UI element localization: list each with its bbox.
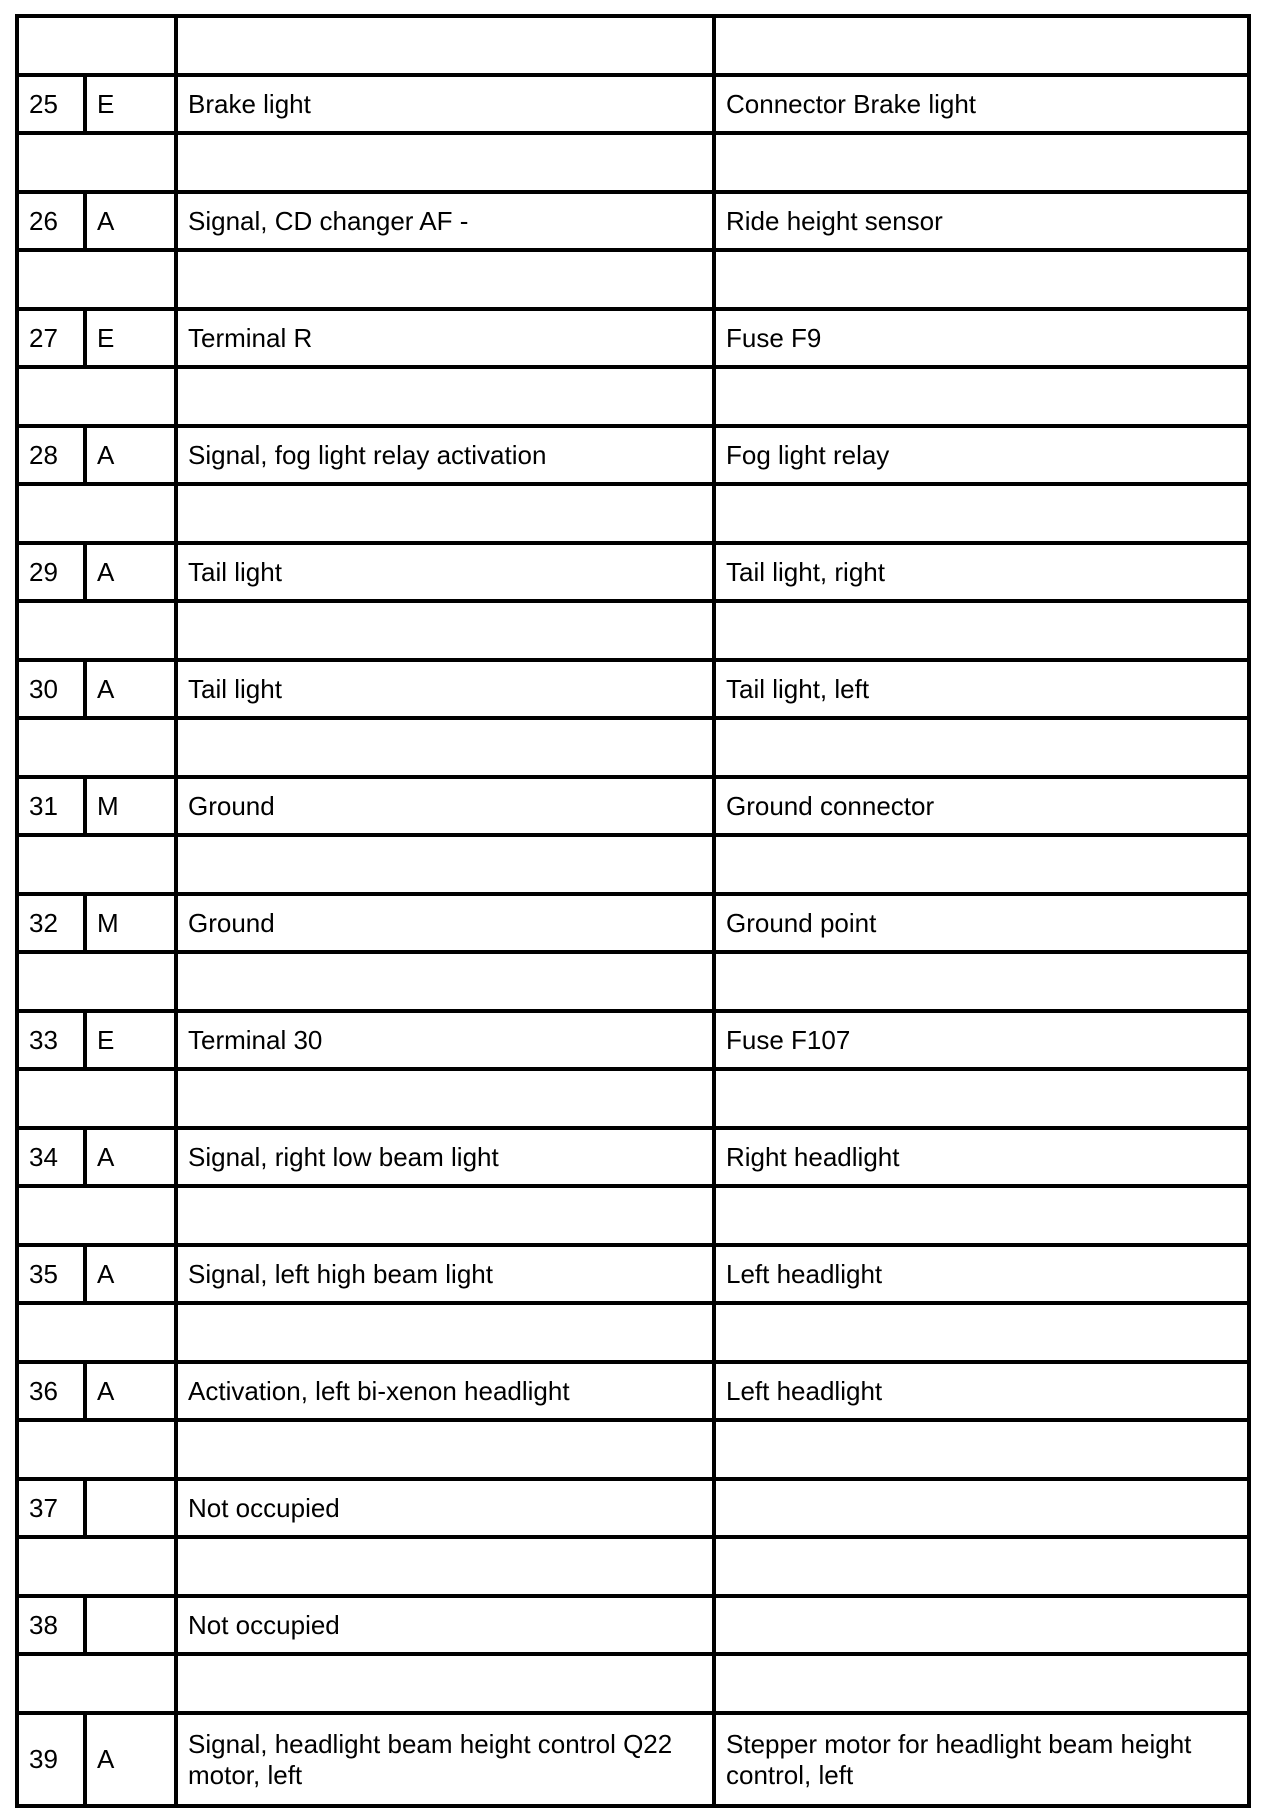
empty-cell [176, 133, 714, 192]
spacer-row [17, 1303, 1249, 1362]
spacer-row [17, 1654, 1249, 1713]
description-cell: Not occupied [176, 1479, 714, 1537]
empty-cell [176, 718, 714, 777]
pin-number-cell: 30 [17, 660, 85, 718]
empty-cell [17, 952, 176, 1011]
table-row [17, 1011, 1249, 1069]
connection-cell: Fuse F9 [714, 309, 1249, 367]
connection-cell: Right headlight [714, 1128, 1249, 1186]
empty-cell [714, 1186, 1249, 1245]
empty-cell [176, 16, 714, 75]
description-cell: Terminal 30 [176, 1011, 714, 1069]
pin-number-cell: 38 [17, 1596, 85, 1654]
spacer-row [17, 484, 1249, 543]
empty-cell [176, 1537, 714, 1596]
table-row [17, 1713, 1249, 1806]
empty-cell [714, 250, 1249, 309]
empty-cell [176, 601, 714, 660]
empty-cell [714, 1420, 1249, 1479]
empty-cell [714, 484, 1249, 543]
pin-number-cell: 32 [17, 894, 85, 952]
signal-type-cell: E [85, 75, 176, 133]
pin-number-cell: 26 [17, 192, 85, 250]
connection-cell: Left headlight [714, 1245, 1249, 1303]
empty-cell [17, 16, 176, 75]
spacer-row [17, 718, 1249, 777]
table-row [17, 1128, 1249, 1186]
spacer-row [17, 1069, 1249, 1128]
description-cell: Signal, right low beam light [176, 1128, 714, 1186]
empty-cell [17, 1654, 176, 1713]
table-row [17, 777, 1249, 835]
empty-cell [176, 1420, 714, 1479]
pin-number-cell: 37 [17, 1479, 85, 1537]
pin-number-cell: 28 [17, 426, 85, 484]
spacer-row [17, 601, 1249, 660]
pin-number-cell: 25 [17, 75, 85, 133]
pin-number-cell: 34 [17, 1128, 85, 1186]
pin-assignment-table [15, 14, 1251, 1808]
empty-cell [714, 718, 1249, 777]
connection-cell: Ground point [714, 894, 1249, 952]
spacer-row [17, 133, 1249, 192]
connection-cell: Stepper motor for headlight beam height control, left [714, 1713, 1249, 1806]
description-cell: Signal, fog light relay activation [176, 426, 714, 484]
spacer-row [17, 1186, 1249, 1245]
description-cell: Ground [176, 777, 714, 835]
description-cell: Signal, left high beam light [176, 1245, 714, 1303]
spacer-row [17, 1420, 1249, 1479]
pin-number-cell: 36 [17, 1362, 85, 1420]
signal-type-cell: A [85, 660, 176, 718]
empty-cell [714, 601, 1249, 660]
signal-type-cell: A [85, 426, 176, 484]
empty-cell [714, 133, 1249, 192]
empty-cell [176, 250, 714, 309]
empty-cell [17, 601, 176, 660]
spacer-row [17, 250, 1249, 309]
signal-type-cell: E [85, 309, 176, 367]
connection-cell: Ride height sensor [714, 192, 1249, 250]
table-row [17, 192, 1249, 250]
description-cell: Signal, CD changer AF - [176, 192, 714, 250]
connection-cell: Tail light, left [714, 660, 1249, 718]
description-cell: Not occupied [176, 1596, 714, 1654]
empty-cell [17, 484, 176, 543]
empty-cell [714, 1654, 1249, 1713]
empty-cell [714, 1537, 1249, 1596]
signal-type-cell: A [85, 1713, 176, 1806]
pin-number-cell: 31 [17, 777, 85, 835]
empty-cell [176, 484, 714, 543]
empty-cell [17, 835, 176, 894]
signal-type-cell: A [85, 1128, 176, 1186]
table-row [17, 1245, 1249, 1303]
empty-cell [176, 835, 714, 894]
table-row [17, 1596, 1249, 1654]
empty-cell [17, 1420, 176, 1479]
signal-type-cell [85, 1479, 176, 1537]
table-row [17, 75, 1249, 133]
spacer-row [17, 1537, 1249, 1596]
empty-cell [176, 952, 714, 1011]
empty-cell [176, 1654, 714, 1713]
empty-cell [714, 1069, 1249, 1128]
empty-cell [17, 367, 176, 426]
empty-cell [17, 1537, 176, 1596]
table-row [17, 543, 1249, 601]
signal-type-cell: A [85, 1362, 176, 1420]
table-row [17, 1479, 1249, 1537]
pin-number-cell: 27 [17, 309, 85, 367]
empty-cell [17, 133, 176, 192]
description-cell: Brake light [176, 75, 714, 133]
table-row [17, 660, 1249, 718]
table-row [17, 426, 1249, 484]
spacer-row [17, 16, 1249, 75]
connection-cell [714, 1596, 1249, 1654]
connection-cell [714, 1479, 1249, 1537]
empty-cell [714, 952, 1249, 1011]
description-cell: Terminal R [176, 309, 714, 367]
empty-cell [714, 367, 1249, 426]
pin-number-cell: 29 [17, 543, 85, 601]
signal-type-cell: A [85, 192, 176, 250]
empty-cell [17, 718, 176, 777]
connection-cell: Ground connector [714, 777, 1249, 835]
connection-cell: Fog light relay [714, 426, 1249, 484]
description-cell: Tail light [176, 543, 714, 601]
table-row [17, 894, 1249, 952]
table-row [17, 1362, 1249, 1420]
empty-cell [714, 835, 1249, 894]
empty-cell [176, 1186, 714, 1245]
empty-cell [714, 16, 1249, 75]
spacer-row [17, 835, 1249, 894]
spacer-row [17, 952, 1249, 1011]
spacer-row [17, 367, 1249, 426]
pin-number-cell: 35 [17, 1245, 85, 1303]
pin-number-cell: 39 [17, 1713, 85, 1806]
signal-type-cell: M [85, 777, 176, 835]
signal-type-cell [85, 1596, 176, 1654]
connection-cell: Left headlight [714, 1362, 1249, 1420]
empty-cell [176, 1303, 714, 1362]
description-cell: Tail light [176, 660, 714, 718]
connection-cell: Fuse F107 [714, 1011, 1249, 1069]
signal-type-cell: A [85, 1245, 176, 1303]
signal-type-cell: E [85, 1011, 176, 1069]
signal-type-cell: M [85, 894, 176, 952]
description-cell: Activation, left bi-xenon headlight [176, 1362, 714, 1420]
empty-cell [17, 1303, 176, 1362]
table-body [17, 16, 1249, 1806]
description-cell: Ground [176, 894, 714, 952]
empty-cell [714, 1303, 1249, 1362]
empty-cell [176, 1069, 714, 1128]
pin-number-cell: 33 [17, 1011, 85, 1069]
empty-cell [176, 367, 714, 426]
signal-type-cell: A [85, 543, 176, 601]
empty-cell [17, 250, 176, 309]
empty-cell [17, 1186, 176, 1245]
connection-cell: Connector Brake light [714, 75, 1249, 133]
table-row [17, 309, 1249, 367]
connection-cell: Tail light, right [714, 543, 1249, 601]
empty-cell [17, 1069, 176, 1128]
description-cell: Signal, headlight beam height control Q22 motor, left [176, 1713, 714, 1806]
